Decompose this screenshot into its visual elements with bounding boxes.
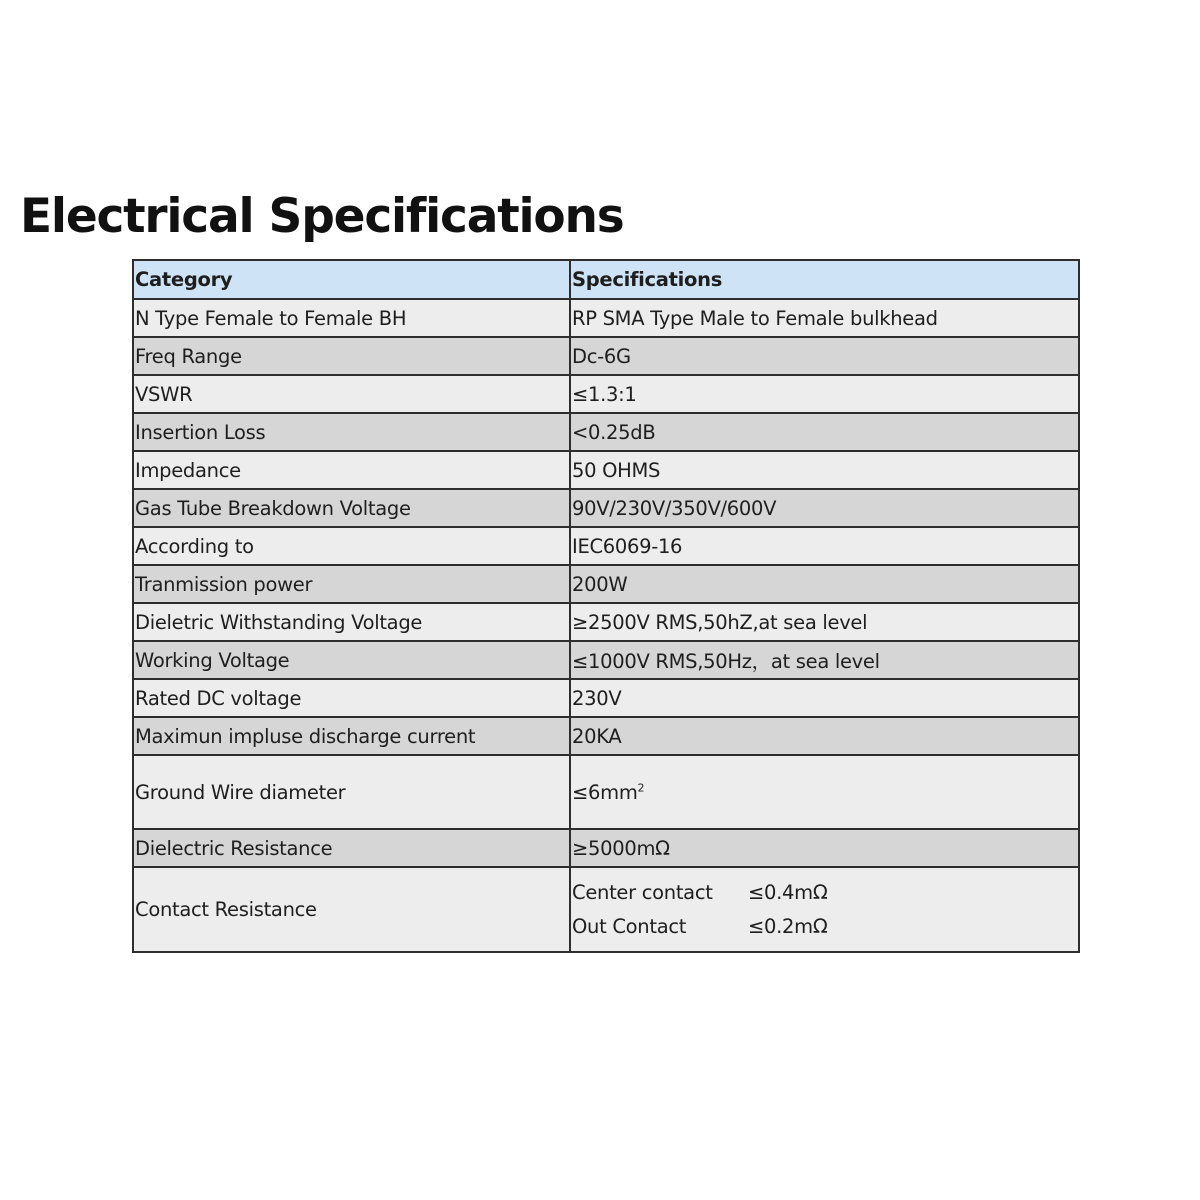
category-cell: Dieletric Withstanding Voltage xyxy=(133,603,570,641)
superscript-value: 2 xyxy=(637,781,645,794)
spec-cell: Dc-6G xyxy=(570,337,1079,375)
category-cell: Dielectric Resistance xyxy=(133,829,570,867)
category-cell: Contact Resistance xyxy=(133,867,570,952)
contact-line xyxy=(572,876,1078,910)
category-cell: VSWR xyxy=(133,375,570,413)
page-title: Electrical Specifications xyxy=(20,189,624,244)
table-row xyxy=(133,641,1079,679)
table-row xyxy=(133,829,1079,867)
spec-cell: 90V/230V/350V/600V xyxy=(570,489,1079,527)
category-cell: Insertion Loss xyxy=(133,413,570,451)
spec-cell: RP SMA Type Male to Female bulkhead xyxy=(570,299,1079,337)
spec-cell: IEC6069-16 xyxy=(570,527,1079,565)
table-row xyxy=(133,755,1079,829)
contact-line xyxy=(572,910,1078,944)
table-row xyxy=(133,375,1079,413)
spec-cell: ≤1000V RMS,50Hz，at sea level xyxy=(570,641,1079,679)
category-cell: Tranmission power xyxy=(133,565,570,603)
spec-cell: 200W xyxy=(570,565,1079,603)
spec-cell: ≤1.3:1 xyxy=(570,375,1079,413)
spec-cell: 50 OHMS xyxy=(570,451,1079,489)
spec-cell xyxy=(570,867,1079,952)
table-row xyxy=(133,337,1079,375)
spec-cell: ≥2500V RMS,50hZ,at sea level xyxy=(570,603,1079,641)
table-row xyxy=(133,489,1079,527)
table-row xyxy=(133,299,1079,337)
table-row xyxy=(133,717,1079,755)
spec-cell: 230V xyxy=(570,679,1079,717)
table-row xyxy=(133,413,1079,451)
category-cell: Maximun impluse discharge current xyxy=(133,717,570,755)
contact-value: ≤0.2mΩ xyxy=(748,914,828,938)
spec-cell: ≥5000mΩ xyxy=(570,829,1079,867)
contact-label: Out Contact xyxy=(572,914,687,938)
spec-cell: 20KA xyxy=(570,717,1079,755)
table-row xyxy=(133,679,1079,717)
category-cell: Gas Tube Breakdown Voltage xyxy=(133,489,570,527)
spec-cell: <0.25dB xyxy=(570,413,1079,451)
category-cell: Rated DC voltage xyxy=(133,679,570,717)
table-row xyxy=(133,867,1079,952)
category-cell: According to xyxy=(133,527,570,565)
category-cell: Freq Range xyxy=(133,337,570,375)
table-row xyxy=(133,565,1079,603)
spec-value: ≤6mm xyxy=(572,780,638,804)
category-cell: Ground Wire diameter xyxy=(133,755,570,829)
category-cell: Working Voltage xyxy=(133,641,570,679)
table-row xyxy=(133,527,1079,565)
spec-cell xyxy=(570,755,1079,829)
column-header-category: Category xyxy=(133,260,570,299)
category-cell: N Type Female to Female BH xyxy=(133,299,570,337)
table-row xyxy=(133,451,1079,489)
category-cell: Impedance xyxy=(133,451,570,489)
electrical-specifications-table xyxy=(132,259,1080,953)
column-header-specifications: Specifications xyxy=(570,260,1079,299)
contact-value: ≤0.4mΩ xyxy=(748,880,828,904)
contact-label: Center contact xyxy=(572,880,713,904)
table-row xyxy=(133,603,1079,641)
table-header-row xyxy=(133,260,1079,299)
